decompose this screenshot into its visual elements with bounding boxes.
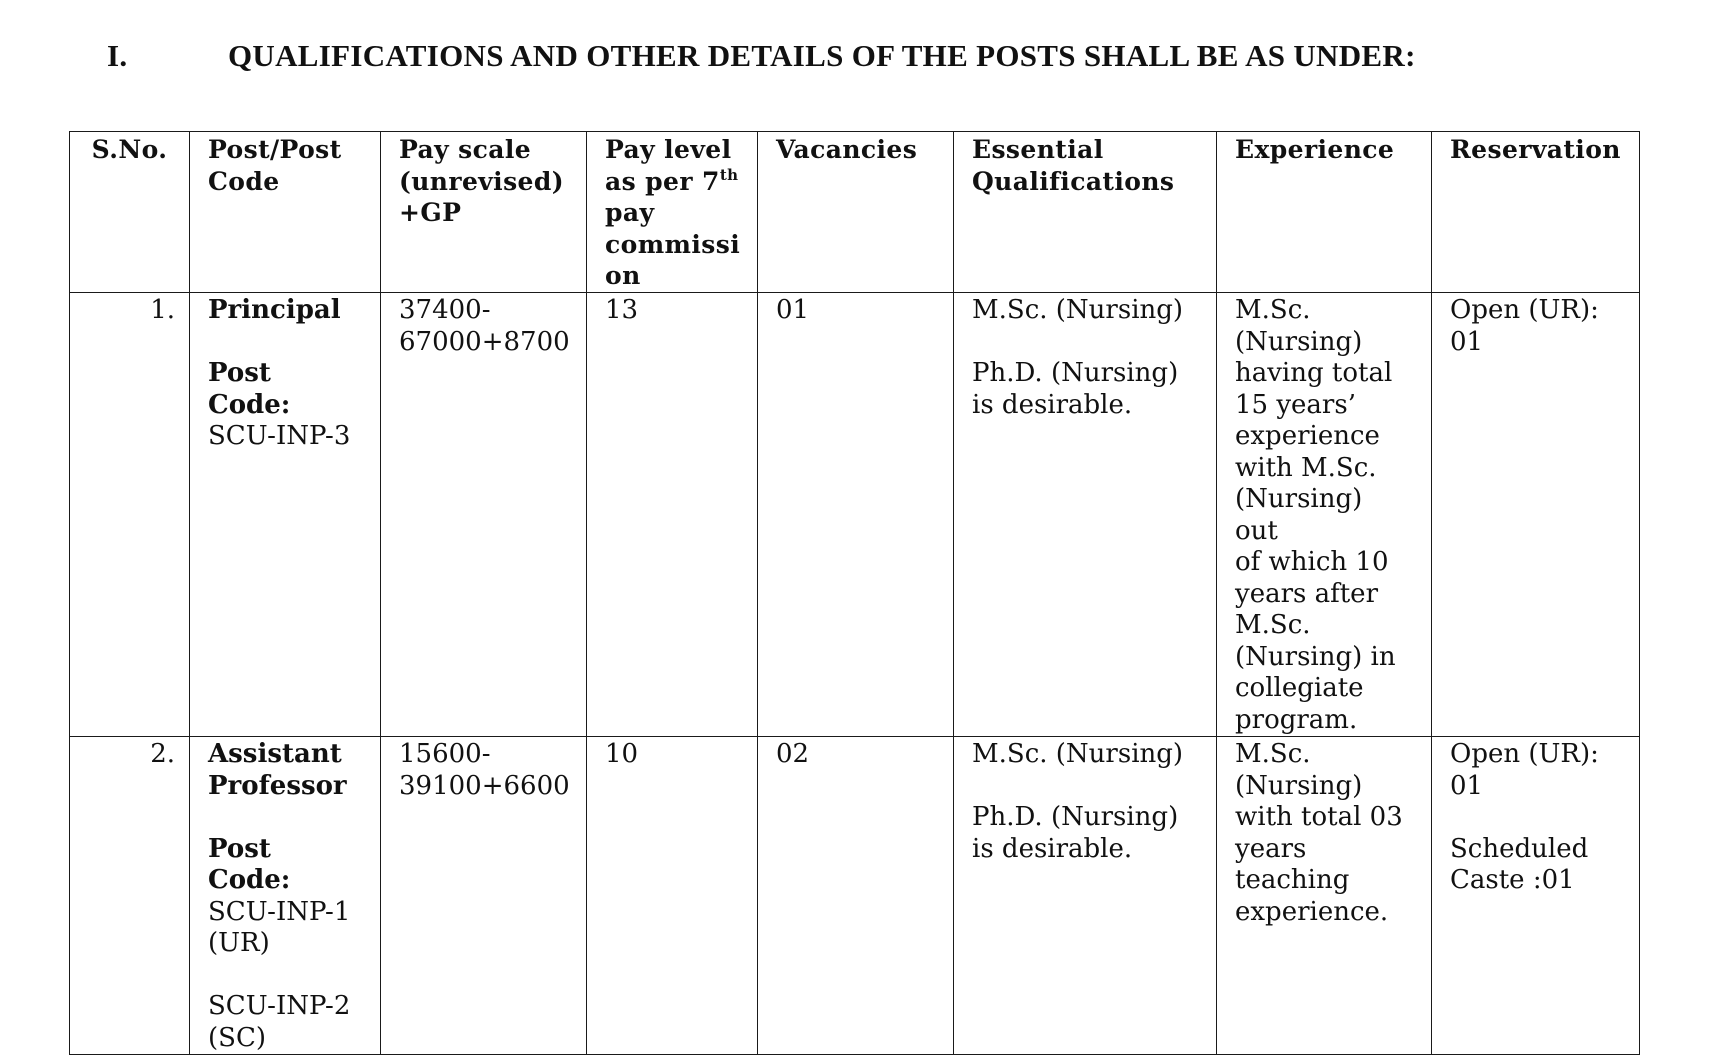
post-name: Assistant	[208, 739, 342, 769]
post-name: Principal	[208, 295, 341, 325]
post-code-label: Post Code:	[208, 358, 291, 420]
header-vacancies: Vacancies	[758, 132, 954, 293]
header-post: Post/Post Code	[190, 132, 381, 293]
header-pay-level: Pay level as per 7th pay commissi on	[587, 132, 758, 293]
header-experience: Experience	[1217, 132, 1432, 293]
header-qualifications: Essential Qualifications	[954, 132, 1217, 293]
row-sno: 2.	[70, 737, 190, 1055]
post-cell: Assistant Professor Post Code: SCU-INP-1 (UR) SCU-INP-2 (SC)	[190, 737, 381, 1055]
pay-scale-cell: 15600- 39100+6600	[381, 737, 587, 1055]
reservation-cell: Open (UR): 01 Scheduled Caste :01	[1432, 737, 1640, 1055]
superscript-th: th	[719, 165, 739, 184]
reservation-cell: Open (UR): 01	[1432, 293, 1640, 737]
pay-scale-cell: 37400- 67000+8700	[381, 293, 587, 737]
experience-cell: M.Sc. (Nursing) having total 15 years’ experience with M.Sc. (Nursing) out of which 10 years after M.Sc. (Nursing) in collegiate program.	[1217, 293, 1432, 737]
pay-level-cell: 13	[587, 293, 758, 737]
row-sno: 1.	[70, 293, 190, 737]
table-row	[70, 293, 1640, 737]
qualification-cell: M.Sc. (Nursing) Ph.D. (Nursing) is desirable.	[954, 737, 1217, 1055]
table-row	[70, 737, 1640, 1055]
header-pay-scale: Pay scale (unrevised) +GP	[381, 132, 587, 293]
section-title: QUALIFICATIONS AND OTHER DETAILS OF THE POSTS SHALL BE AS UNDER:	[228, 38, 1416, 73]
experience-cell: M.Sc. (Nursing) with total 03 years teaching experience.	[1217, 737, 1432, 1055]
section-number: I.	[107, 38, 128, 73]
table-header-row	[70, 132, 1640, 293]
post-code: SCU-INP-1	[208, 896, 351, 927]
vacancies-cell: 01	[758, 293, 954, 737]
section-heading	[0, 30, 1733, 80]
pay-level-cell: 10	[587, 737, 758, 1055]
post-code: SCU-INP-2	[208, 991, 351, 1021]
vacancies-cell: 02	[758, 737, 954, 1055]
posts-table	[69, 131, 1640, 1055]
post-code: SCU-INP-3	[208, 421, 351, 451]
qualification-cell: M.Sc. (Nursing) Ph.D. (Nursing) is desirable.	[954, 293, 1217, 737]
post-cell	[190, 293, 381, 737]
post-code-label: Post Code:	[208, 833, 291, 895]
header-reservation: Reservation	[1432, 132, 1640, 293]
header-sno: S.No.	[70, 132, 190, 293]
